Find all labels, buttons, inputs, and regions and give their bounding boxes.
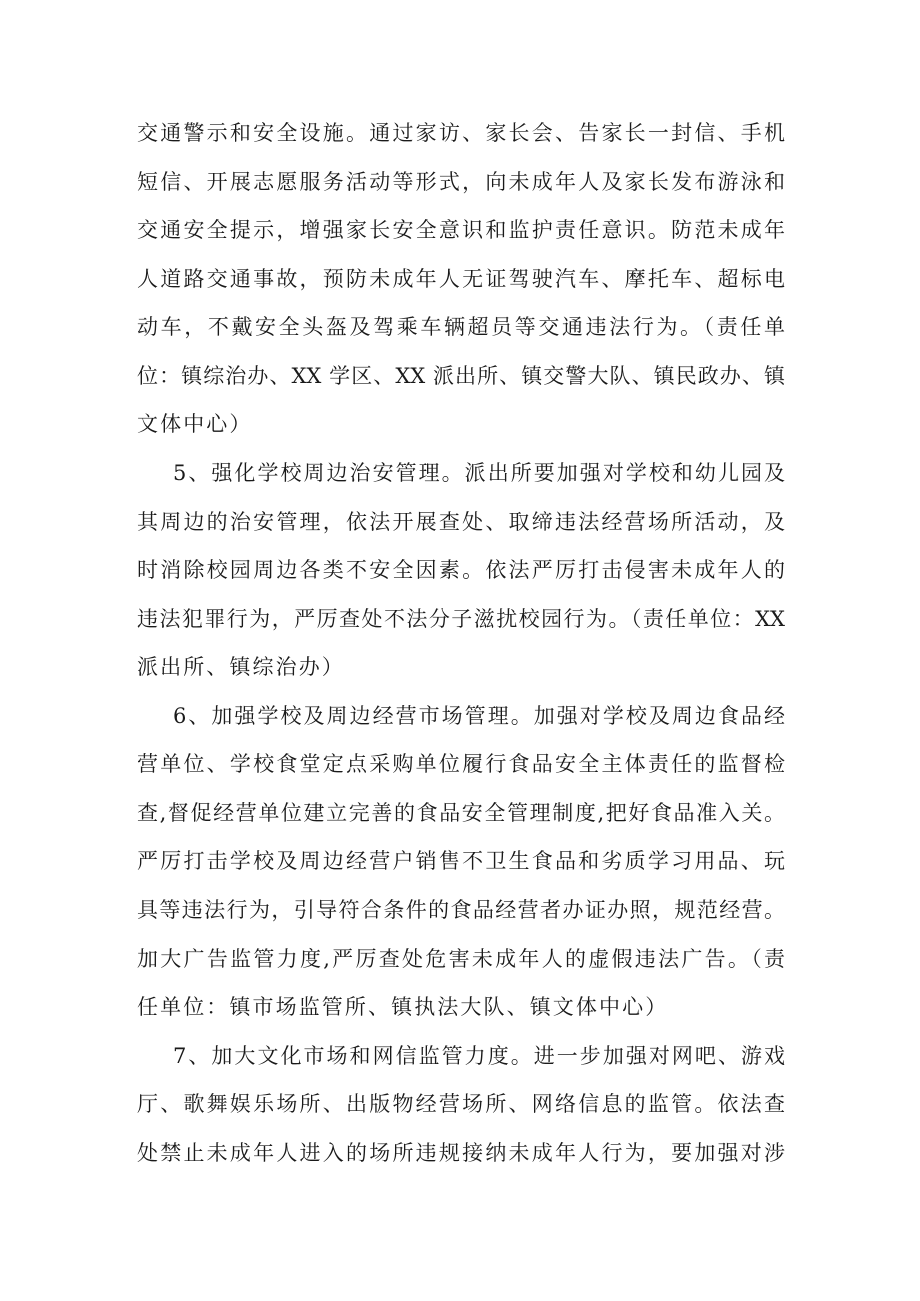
text-line: 交通安全提示，增强家长安全意识和监护责任意识。防范未成年 xyxy=(137,218,785,243)
text-line: 厅、歌舞娱乐场所、出版物经营场所、网络信息的监管。依法查 xyxy=(137,1092,785,1117)
text-line: 处禁止未成年人进入的场所违规接纳未成年人行为，要加强对涉 xyxy=(137,1140,785,1165)
text-line: 7、加大文化市场和网信监管力度。进一步加强对网吧、游戏 xyxy=(173,1043,785,1068)
paragraph xyxy=(137,109,785,449)
paragraph xyxy=(137,692,785,1032)
text-line: 违法犯罪行为，严厉查处不法分子滋扰校园行为。（责任单位：XX xyxy=(137,606,785,631)
text-line: 派出所、镇综治办） xyxy=(137,655,345,680)
text-line: 营单位、学校食堂定点采购单位履行食品安全主体责任的监督检 xyxy=(137,752,785,777)
text-line: 交通警示和安全设施。通过家访、家长会、告家长一封信、手机 xyxy=(137,121,785,145)
text-line: 人道路交通事故，预防未成年人无证驾驶汽车、摩托车、超标电 xyxy=(137,266,785,291)
text-line: 加大广告监管力度,严厉查处危害未成年人的虚假违法广告。（责 xyxy=(137,946,785,971)
text-line: 6、加强学校及周边经营市场管理。加强对学校及周边食品经 xyxy=(173,703,785,728)
text-line: 任单位：镇市场监管所、镇执法大队、镇文体中心） xyxy=(137,995,669,1020)
text-line: 短信、开展志愿服务活动等形式，向未成年人及家长发布游泳和 xyxy=(137,169,785,194)
document-page xyxy=(137,109,785,1177)
text-line: 文体中心） xyxy=(137,412,253,437)
text-line: 查,督促经营单位建立完善的食品安全管理制度,把好食品准入关。 xyxy=(137,800,785,825)
text-line: 位：镇综治办、XX 学区、XX 派出所、镇交警大队、镇民政办、镇 xyxy=(137,363,785,388)
text-line: 动车，不戴安全头盔及驾乘车辆超员等交通违法行为。（责任单 xyxy=(137,315,785,340)
text-line: 严厉打击学校及周边经营户销售不卫生食品和劣质学习用品、玩 xyxy=(137,849,785,874)
text-line: 其周边的治安管理，依法开展查处、取缔违法经营场所活动，及 xyxy=(137,509,785,534)
text-line: 具等违法行为，引导符合条件的食品经营者办证办照，规范经营。 xyxy=(137,898,785,922)
text-line: 时消除校园周边各类不安全因素。依法严厉打击侵害未成年人的 xyxy=(137,558,785,583)
paragraph xyxy=(137,449,785,692)
text-line: 5、强化学校周边治安管理。派出所要加强对学校和幼儿园及 xyxy=(173,460,785,485)
paragraph xyxy=(137,1032,785,1178)
